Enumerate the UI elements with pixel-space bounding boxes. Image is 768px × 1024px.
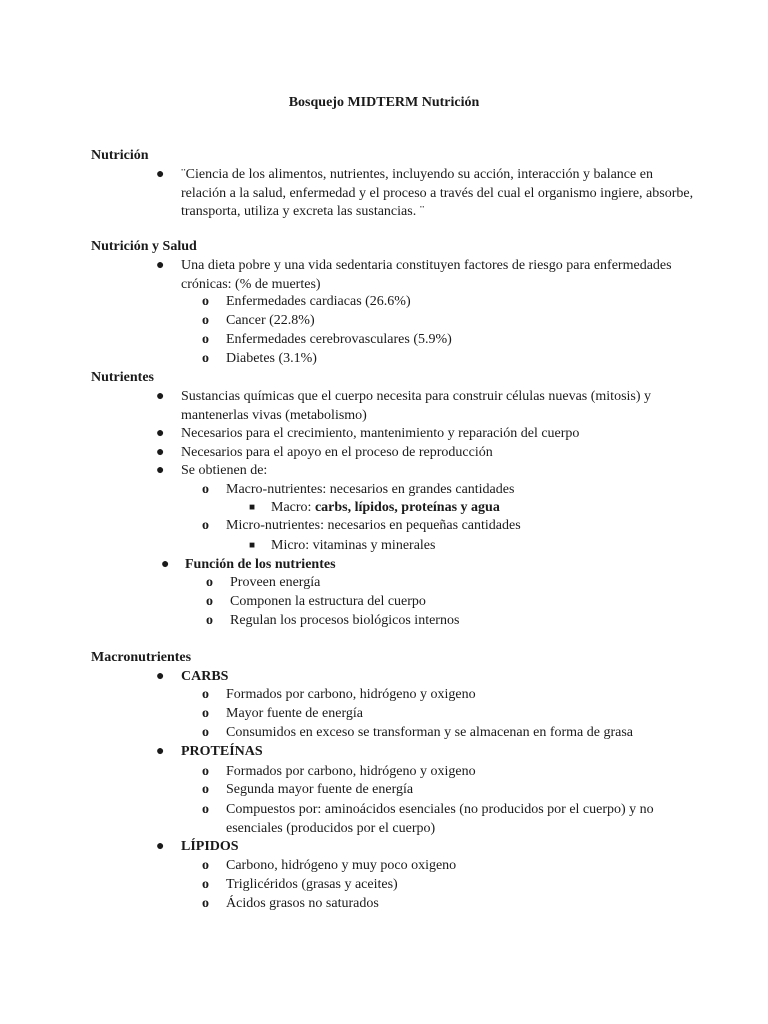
bullet-marker: ● xyxy=(156,445,165,460)
macro-nutrients-list: carbs, lípidos, proteínas y agua xyxy=(314,500,500,515)
proteinas-label: PROTEÍNAS xyxy=(181,744,263,759)
sub-list-item xyxy=(206,574,686,593)
sub-list-item xyxy=(202,876,682,895)
sub-list-item xyxy=(202,801,672,838)
sub-bullet-marker: o xyxy=(202,764,209,779)
sub-list-item-text: Macro-nutrientes: necesarios en grandes cantidades xyxy=(226,482,515,497)
bullet-marker: ● xyxy=(156,389,165,404)
sub-list-item xyxy=(202,350,682,369)
section-heading-nutricion: Nutrición xyxy=(91,148,149,163)
sub-list-item-text: Formados por carbono, hidrógeno y oxigeno xyxy=(226,764,476,779)
sub-list-item xyxy=(202,895,682,914)
sub-list-item-text: Cancer (22.8%) xyxy=(226,313,315,328)
list-item-text: Una dieta pobre y una vida sedentaria constituyen factores de riesgo para enfermedades crónicas: (% de muertes) xyxy=(181,258,672,292)
sub-bullet-marker: o xyxy=(202,687,209,702)
sub-list-item-text: Segunda mayor fuente de energía xyxy=(226,782,414,797)
sub-list-item-text: Componen la estructura del cuerpo xyxy=(230,594,426,609)
list-item xyxy=(156,668,696,687)
sub-list-item xyxy=(202,481,682,500)
sub-sub-list-item-text: Micro: vitaminas y minerales xyxy=(271,538,436,553)
square-bullet-marker: ■ xyxy=(249,540,256,551)
list-item xyxy=(156,425,696,444)
sub-list-item xyxy=(202,857,682,876)
list-item xyxy=(156,743,696,762)
sub-bullet-marker: o xyxy=(202,782,209,797)
sub-list-item-text: Consumidos en exceso se transforman y se almacenan en forma de grasa xyxy=(226,725,634,740)
sub-sub-list-item xyxy=(249,537,669,556)
sub-list-item-text: Carbono, hidrógeno y muy poco oxigeno xyxy=(226,858,457,873)
sub-list-item-text: Ácidos grasos no saturados xyxy=(226,896,379,911)
bullet-marker: ● xyxy=(156,426,165,441)
list-item xyxy=(156,444,696,463)
list-item xyxy=(156,257,696,294)
section-heading-nutricion-salud: Nutrición y Salud xyxy=(91,239,197,254)
section-heading-nutrientes: Nutrientes xyxy=(91,370,154,385)
sub-bullet-marker: o xyxy=(202,725,209,740)
sub-list-item xyxy=(206,612,686,631)
sub-list-item xyxy=(202,781,682,800)
bullet-marker: ● xyxy=(161,557,170,572)
sub-bullet-marker: o xyxy=(206,613,213,628)
sub-sub-list-item xyxy=(249,499,669,518)
sub-bullet-marker: o xyxy=(202,313,209,328)
sub-list-item xyxy=(202,331,682,350)
carbs-label: CARBS xyxy=(181,669,229,684)
sub-list-item xyxy=(202,517,682,536)
bullet-marker: ● xyxy=(156,744,165,759)
sub-bullet-marker: o xyxy=(202,802,209,817)
bullet-marker: ● xyxy=(156,839,165,854)
sub-list-item-text: Diabetes (3.1%) xyxy=(226,351,317,366)
sub-list-item-text: Triglicéridos (grasas y aceites) xyxy=(226,877,398,892)
bullet-marker: ● xyxy=(156,258,165,273)
sub-sub-list-item-text xyxy=(271,499,669,518)
sub-bullet-marker: o xyxy=(202,482,209,497)
sub-bullet-marker: o xyxy=(202,858,209,873)
sub-list-item xyxy=(202,293,682,312)
list-item-text: Necesarios para el apoyo en el proceso de reproducción xyxy=(181,445,493,460)
lipidos-label: LÍPIDOS xyxy=(181,839,239,854)
document-title: Bosquejo MIDTERM Nutrición xyxy=(288,95,480,110)
section-heading-macronutrientes: Macronutrientes xyxy=(91,650,192,665)
list-item xyxy=(156,462,696,481)
sub-list-item xyxy=(202,686,682,705)
sub-bullet-marker: o xyxy=(202,332,209,347)
sub-list-item xyxy=(206,593,686,612)
list-item-text: Necesarios para el crecimiento, mantenimiento y reparación del cuerpo xyxy=(181,426,580,441)
sub-list-item-text: Compuestos por: aminoácidos esenciales (no producidos por el cuerpo) y no esenciales (producidos por el cuerpo) xyxy=(226,802,654,836)
sub-bullet-marker: o xyxy=(202,518,209,533)
sub-list-item-text: Micro-nutrientes: necesarios en pequeñas cantidades xyxy=(226,518,521,533)
sub-bullet-marker: o xyxy=(202,706,209,721)
list-item-text: ¨Ciencia de los alimentos, nutrientes, incluyendo su acción, interacción y balance en relación a la salud, enfermedad y el proceso a través del cual el organismo ingiere, absorbe, transporta, utiliza y excreta las sustancias. ¨ xyxy=(181,167,694,219)
sub-list-item-text: Formados por carbono, hidrógeno y oxigeno xyxy=(226,687,476,702)
sub-list-item-text: Regulan los procesos biológicos internos xyxy=(230,613,460,628)
sub-list-item-text: Enfermedades cardiacas (26.6%) xyxy=(226,294,411,309)
sub-list-item xyxy=(202,763,682,782)
sub-bullet-marker: o xyxy=(202,877,209,892)
list-item xyxy=(156,166,696,222)
sub-list-item xyxy=(202,312,682,331)
list-item-text: Se obtienen de: xyxy=(181,463,268,478)
square-bullet-marker: ■ xyxy=(249,502,256,513)
sub-bullet-marker: o xyxy=(202,351,209,366)
funcion-heading: Función de los nutrientes xyxy=(185,557,336,572)
sub-list-item-text: Enfermedades cerebrovasculares (5.9%) xyxy=(226,332,452,347)
macro-label: Macro: xyxy=(271,500,315,515)
list-item xyxy=(156,388,696,425)
sub-bullet-marker: o xyxy=(206,594,213,609)
sub-list-item-text: Mayor fuente de energía xyxy=(226,706,363,721)
sub-list-item-text: Proveen energía xyxy=(230,575,321,590)
list-item xyxy=(156,838,696,857)
sub-list-item xyxy=(202,724,702,743)
bullet-marker: ● xyxy=(156,463,165,478)
sub-bullet-marker: o xyxy=(206,575,213,590)
sub-bullet-marker: o xyxy=(202,294,209,309)
list-item-text: Sustancias químicas que el cuerpo necesita para construir células nuevas (mitosis) y mantenerlas vivas (metabolismo) xyxy=(181,389,652,423)
list-item xyxy=(161,556,701,575)
bullet-marker: ● xyxy=(156,167,165,182)
sub-list-item xyxy=(202,705,682,724)
bullet-marker: ● xyxy=(156,669,165,684)
sub-bullet-marker: o xyxy=(202,896,209,911)
